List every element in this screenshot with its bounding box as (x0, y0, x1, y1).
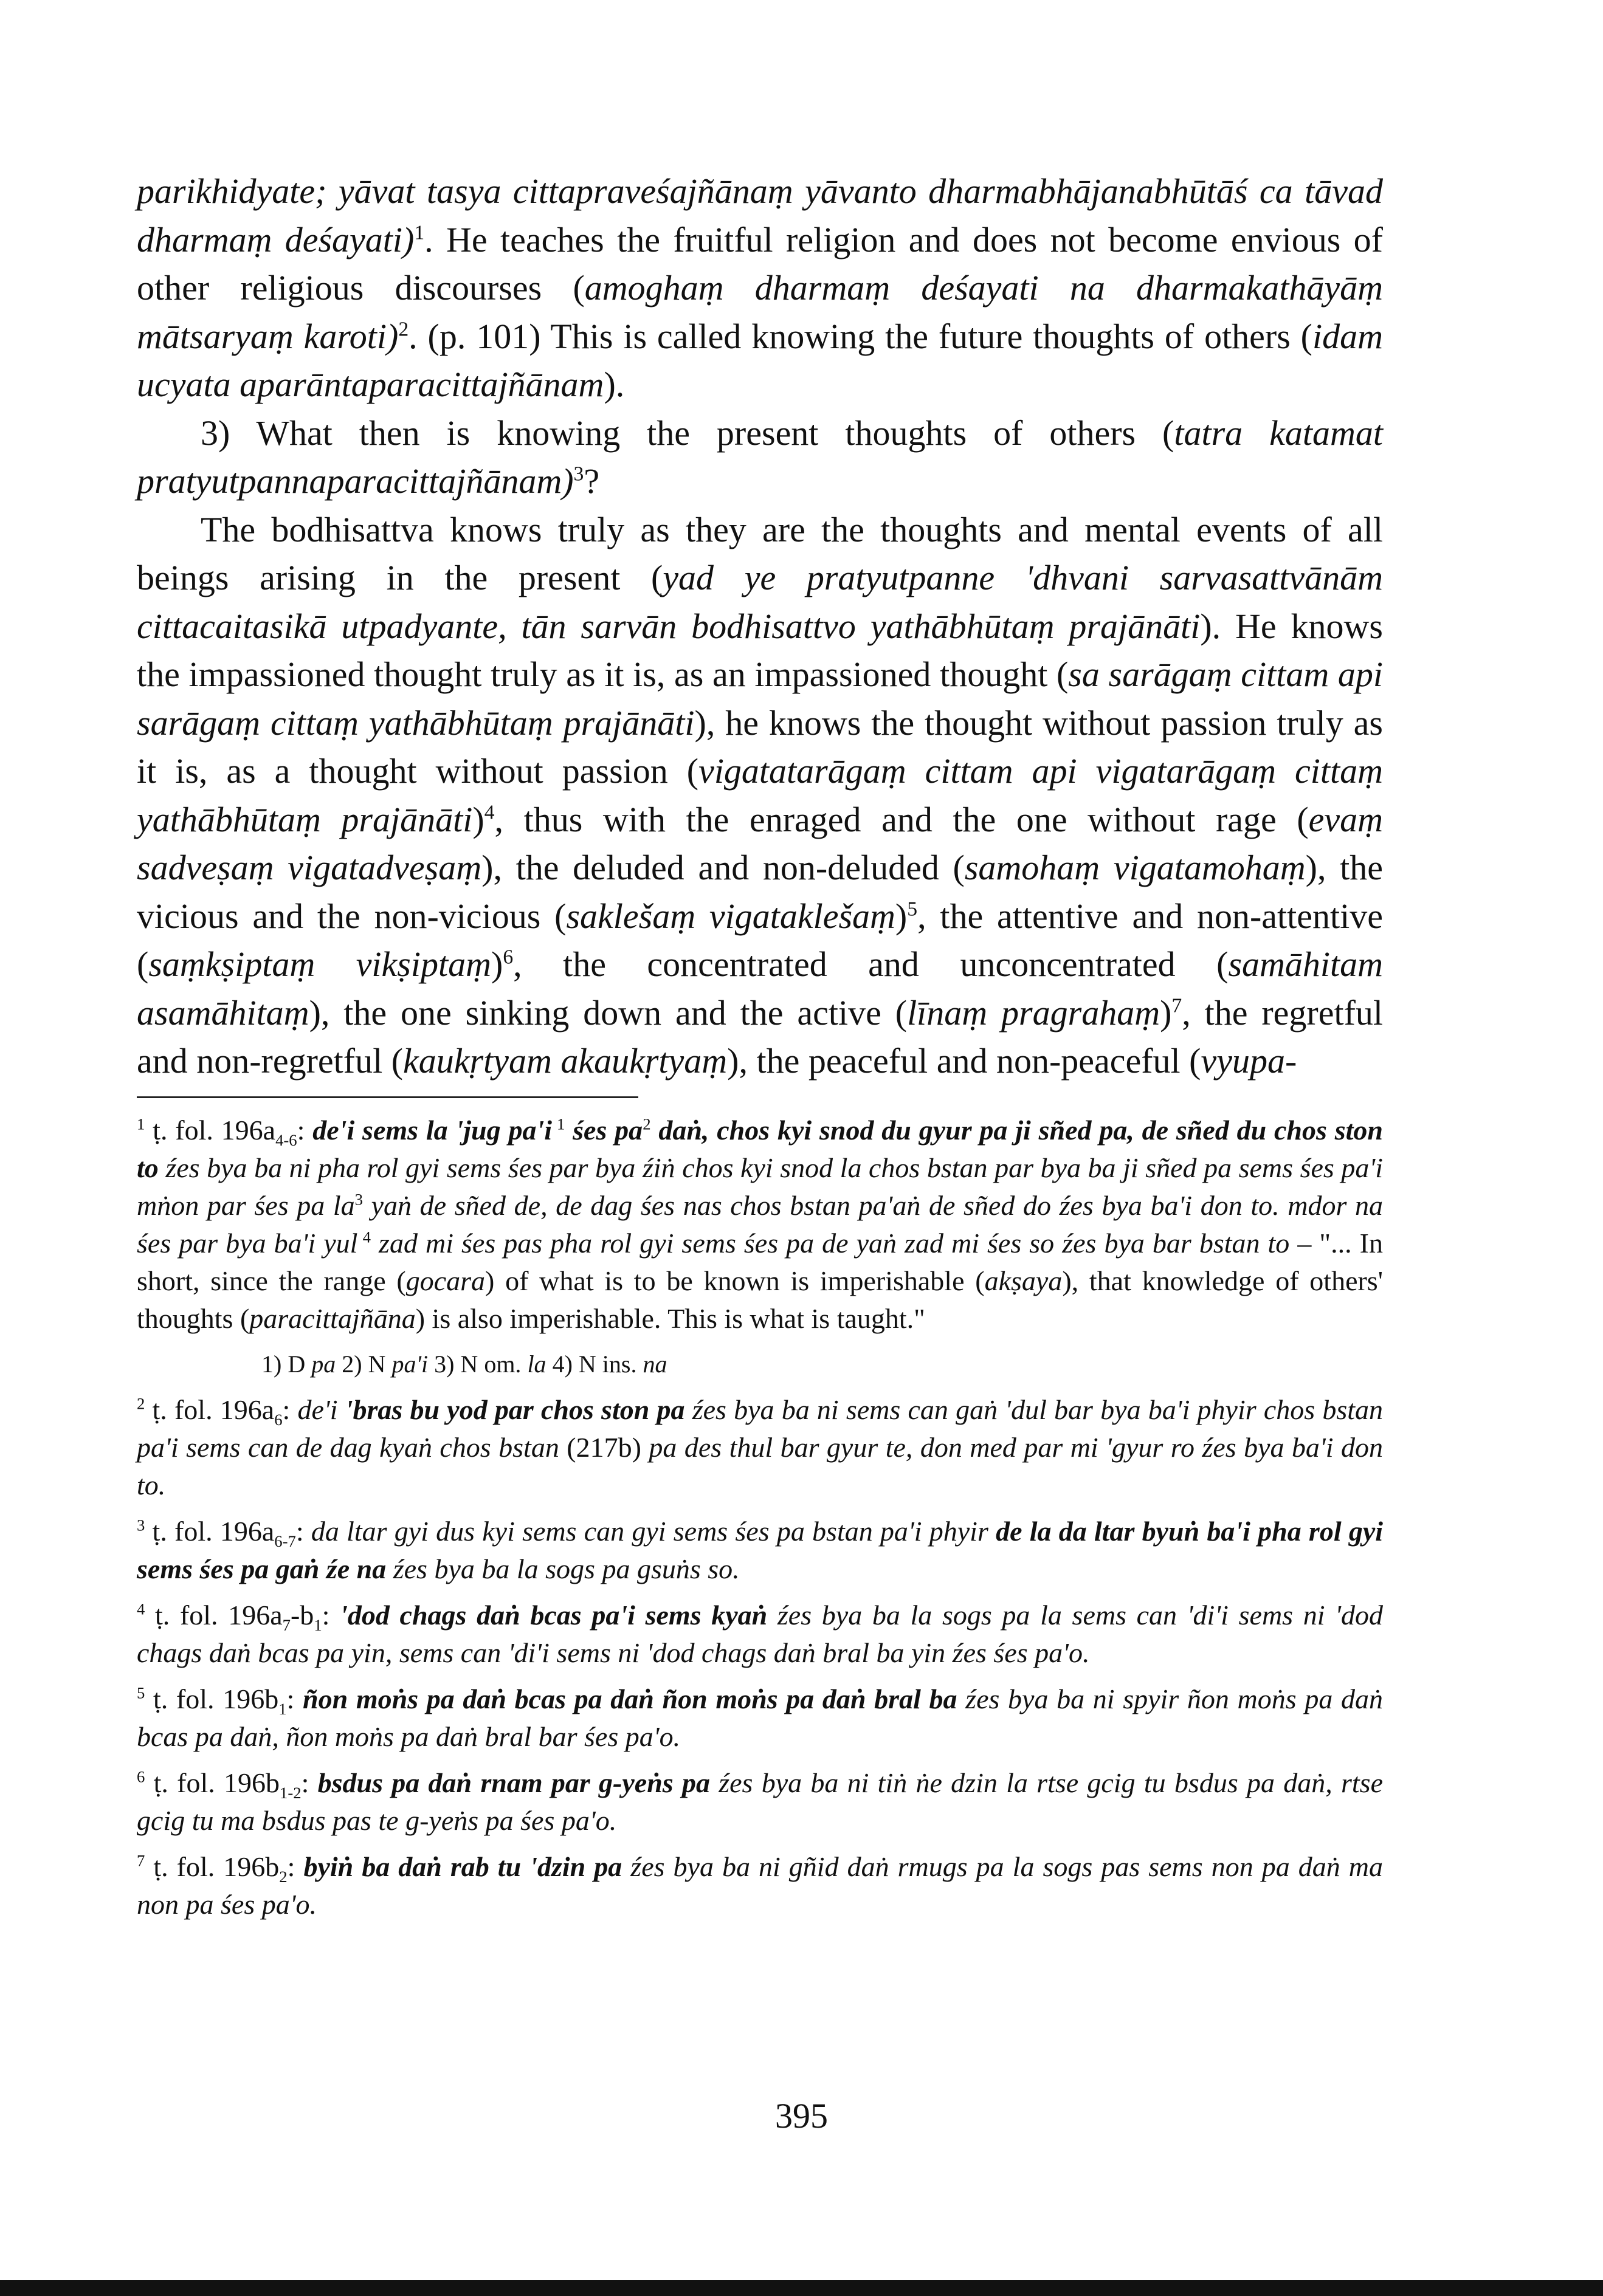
footnote-2: $^2$ ṭ. fol. $196a_6$: de'i 'bras bu yod par chos ston pa źes bya ba ni sems can gaṅ 'dul bar bya ba'i phyir chos bstan pa'i sems can de dag kyaṅ chos bstan (217b) pa des thul bar gyur te, don med par mi 'gyur ro źes bya ba'i don to. (137, 1394, 1384, 1500)
footnote-4: $^4$ ṭ. fol. $196a_7-b_1$: 'dod chags daṅ bcas pa'i sems kyaṅ źes bya ba la sogs pa la sems can 'di'i sems ni 'dod chags daṅ bcas pa yin, sems can 'di'i sems ni 'dod chags daṅ bral ba yin źes śes pa'o. (137, 1599, 1384, 1668)
main-text (137, 167, 1383, 1085)
footnote-ref-3[interactable]: 3 (573, 462, 584, 486)
paragraph-2: 3) What then is knowing the present thoughts of others (tatra katamat pratyutpannaparacittajñānam)$^3$? (137, 413, 1383, 501)
scan-border (0, 2280, 1603, 2296)
paragraph-1: parikhidyate; yāvat tasya cittapraveśajñānaṃ yāvanto dharmabhājanabhūtāś ca tāvad dharmaṃ deśayati)$^1$. He teaches the fruitful religion and does not become envious of other religious discourses (amoghaṃ dharmaṃ deśayati na dharmakathāyāṃ mātsaryaṃ karoti)$^2$. (p. 101) This is called knowing the future thoughts of others (idam ucyata aparāntaparacittajñānam). (137, 171, 1384, 404)
footnote-7: $^7$ ṭ. fol. $196b_2$: byiṅ ba daṅ rab tu 'dzin pa źes bya ba ni gñid daṅ rmugs pa la sogs pas sems non pa daṅ ma non pa śes pa'o. (137, 1851, 1383, 1920)
footnote-ref-7[interactable]: 7 (1171, 994, 1182, 1017)
footnote-5: $^5$ ṭ. fol. $196b_1$: ñon moṅs pa daṅ bcas pa daṅ ñon moṅs pa daṅ bral ba źes bya ba ni spyir ñon moṅs pa daṅ bcas pa daṅ, ñon moṅs pa daṅ bral bar śes pa'o. (137, 1683, 1383, 1752)
page (137, 167, 1383, 1932)
page-number: 395 (775, 2096, 828, 2136)
footnote-ref-1[interactable]: 1 (414, 221, 425, 244)
footnote-3: $^3$ ṭ. fol. $196a_{6-7}$: da ltar gyi dus kyi sems can gyi sems śes pa bstan pa'i phyir de la da ltar byuṅ ba'i pha rol gyi sems śes pa gaṅ źe na źes bya ba la sogs pa gsuṅs so. (137, 1515, 1384, 1584)
paragraph-3: The bodhisattva knows truly as they are the thoughts and mental events of all beings arising in the present (yad ye pratyutpanne 'dhvani sarvasattvānām cittacaitasikā utpadyante, tān sarvān bodhisattvo yathābhūtaṃ prajānāti). He knows the impassioned thought truly as it is, as an impassioned thought (sa sarāgaṃ cittam api sarāgaṃ cittaṃ yathābhūtaṃ prajānāti), he knows the thought without passion truly as it is, as a thought without passion (vigatatarāgaṃ cittam api vigatarāgaṃ cittaṃ yathābhūtaṃ prajānāti)$^4$, thus with the enraged and the one without rage (evaṃ sadveṣaṃ vigatadveṣaṃ), the deluded and non-deluded (samohaṃ vigatamohaṃ), the vicious and the non-vicious (saklešaṃ vigataklešaṃ)$^5$, the attentive and non-attentive (saṃkṣiptaṃ vikṣiptaṃ)$^6$, the concentrated and unconcentrated (samāhitam asamāhitaṃ), the one sinking down and the active (līnaṃ pragrahaṃ)$^7$, the regretful and non-regretful (kaukṛtyam akaukṛtyaṃ), the peaceful and non-peaceful (vyupa- (137, 509, 1384, 1081)
footnote-ref-2[interactable]: 2 (398, 318, 409, 341)
footnote-6: $^6$ ṭ. fol. $196b_{1-2}$: bsdus pa daṅ rnam par g-yeṅs pa źes bya ba ni tiṅ ṅe dzin la rtse gcig tu bsdus pa daṅ, rtse gcig tu ma bsdus pas te g-yeṅs pa śes pa'o. (137, 1767, 1384, 1836)
footnote-divider (137, 1096, 638, 1098)
footnotes (137, 1112, 1383, 1923)
footnote-ref-6[interactable]: 6 (503, 946, 514, 969)
footnote-ref-4[interactable]: 4 (484, 801, 495, 824)
footnote-1-variants: 1) D pa 2) N pa'i 3) N om. la 4) N ins. na (261, 1350, 667, 1378)
footnote-1: $^1$ ṭ. fol. $196a_{4-6}$: de'i sems la 'jug pa'i $^1$ śes $pa^2$ daṅ, chos kyi snod du gyur pa ji sñed pa, de sñed du chos ston to źes bya ba ni pha rol gyi sems śes par bya źiṅ chos kyi snod la chos bstan par bya ba ji sñed pa sems śes pa'i mṅon par śes pa $la^3$ yaṅ de sñed de, de dag śes nas chos bstan pa'aṅ de sñed do źes bya ba'i don to. mdor na śes par bya ba'i yul $^4$ zad mi śes pas pha rol gyi sems śes pa de yaṅ zad mi śes so źes bya bar bstan to – "... In short, since the range (gocara) of what is to be known is imperishable (akṣaya), that knowledge of others' thoughts (paracittajñāna) is also imperishable. This is what is taught." (137, 1114, 1383, 1334)
footnote-ref-5[interactable]: 5 (907, 898, 918, 921)
